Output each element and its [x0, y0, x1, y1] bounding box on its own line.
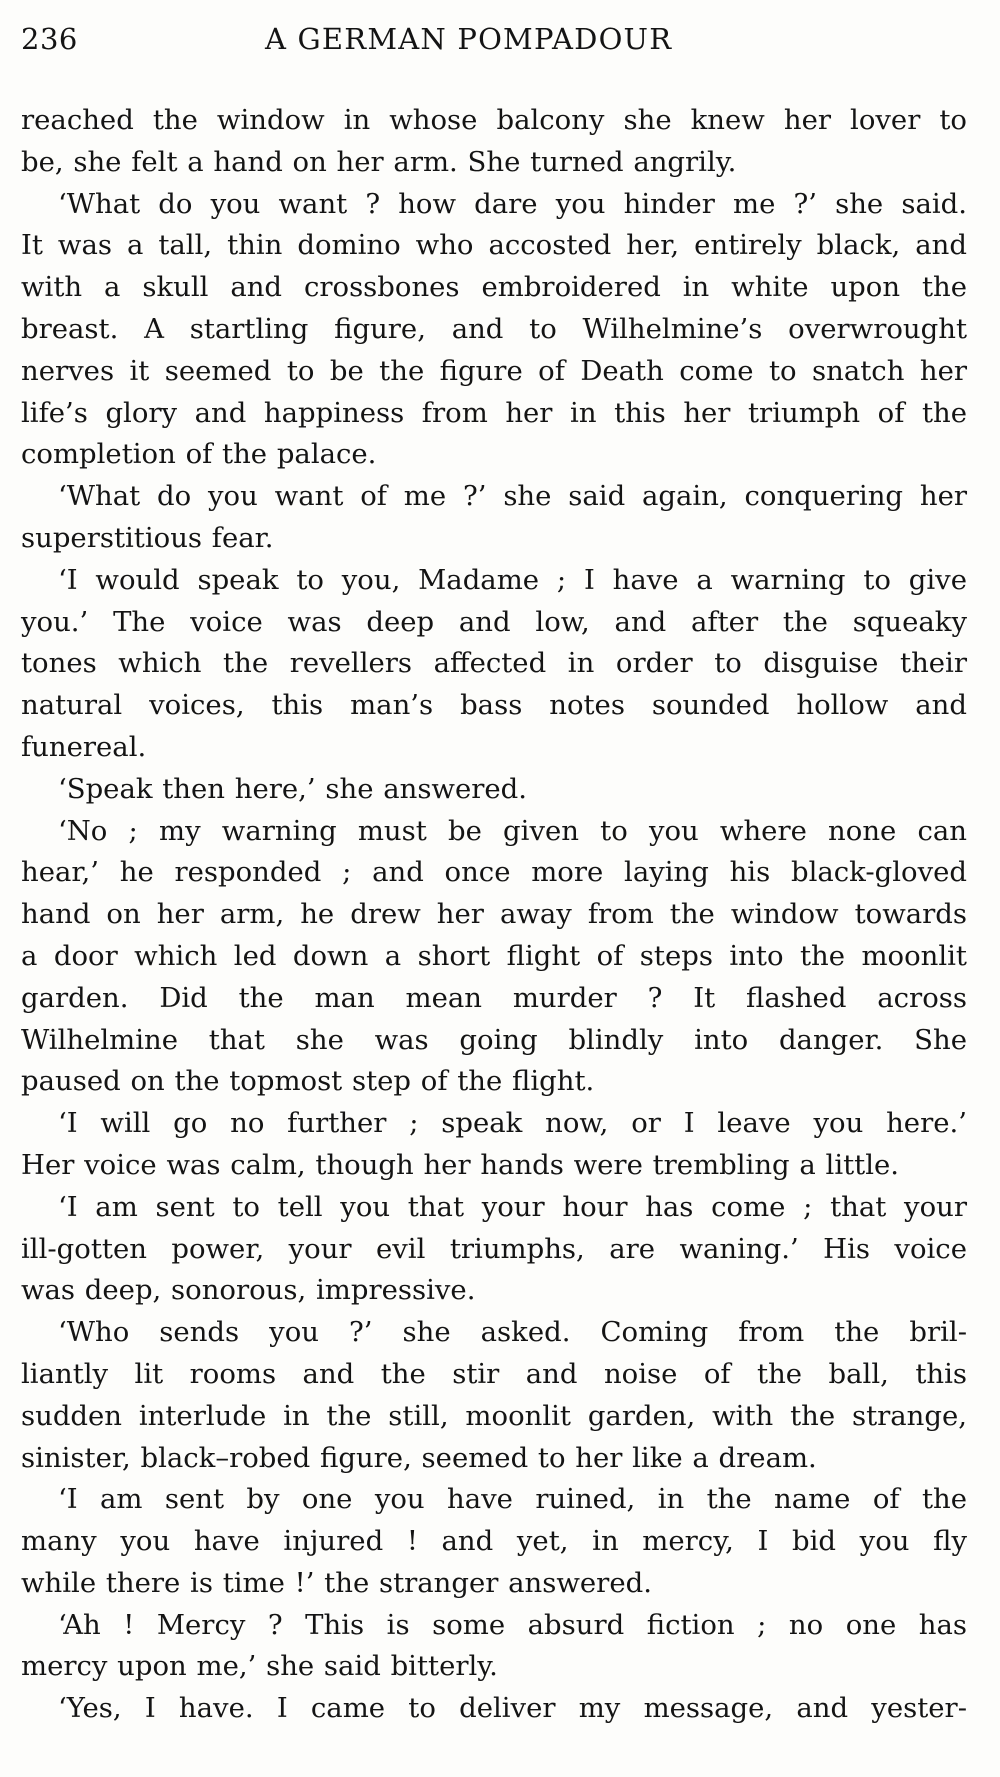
text-line: ‘I would speak to you, Madame ; I have a warning to give: [58, 563, 967, 596]
text-line: breast. A startling figure, and to Wilhelmine’s overwrought: [21, 312, 967, 345]
text-line: while there is time !’ the stranger answered.: [21, 1566, 652, 1599]
text-line: was deep, sonorous, impressive.: [21, 1274, 476, 1307]
text-line: natural voices, this man’s bass notes sounded hollow and: [21, 689, 967, 722]
text-line: superstitious fear.: [21, 521, 274, 554]
text-line: ‘I will go no further ; speak now, or I leave you here.’: [58, 1107, 967, 1140]
text-line: ‘No ; my warning must be given to you where none can: [58, 814, 967, 847]
text-line: Wilhelmine that she was going blindly into danger. She: [21, 1023, 967, 1056]
text-line: a door which led down a short flight of steps into the moonlit: [21, 939, 967, 972]
text-line: paused on the topmost step of the flight.: [21, 1065, 595, 1098]
text-line: ‘Yes, I have. I came to deliver my message, and yester-: [58, 1692, 967, 1725]
text-line: be, she felt a hand on her arm. She turned angrily.: [21, 145, 737, 178]
text-line: ‘Ah ! Mercy ? This is some absurd fiction ; no one has: [58, 1608, 967, 1641]
text-line: you.’ The voice was deep and low, and after the squeaky: [21, 605, 967, 638]
body-text: [21, 100, 967, 1730]
text-line: sudden interlude in the still, moonlit garden, with the strange,: [21, 1399, 967, 1432]
text-line: funereal.: [21, 730, 147, 763]
text-line: life’s glory and happiness from her in this her triumph of the: [21, 396, 967, 429]
text-line: ‘Who sends you ?’ she asked. Coming from the bril-: [58, 1316, 967, 1349]
text-line: nerves it seemed to be the figure of Death come to snatch her: [21, 354, 967, 387]
text-line: tones which the revellers affected in order to disguise their: [21, 647, 967, 680]
text-line: ill-gotten power, your evil triumphs, are waning.’ His voice: [21, 1232, 967, 1265]
text-line: with a skull and crossbones embroidered in white upon the: [21, 271, 967, 304]
text-line: ‘What do you want of me ?’ she said again, conquering her: [58, 480, 967, 513]
text-line: sinister, black–robed figure, seemed to her like a dream.: [21, 1441, 817, 1474]
text-line: ‘I am sent to tell you that your hour has come ; that your: [58, 1190, 967, 1223]
text-line: liantly lit rooms and the stir and noise of the ball, this: [21, 1357, 967, 1390]
text-line: completion of the palace.: [21, 438, 377, 471]
text-line: Her voice was calm, though her hands were trembling a little.: [21, 1148, 900, 1181]
text-line: many you have injured ! and yet, in mercy, I bid you fly: [21, 1525, 967, 1558]
running-title: A GERMAN POMPADOUR: [265, 22, 673, 56]
text-line: ‘I am sent by one you have ruined, in the name of the: [58, 1483, 967, 1516]
text-line: It was a tall, thin domino who accosted her, entirely black, and: [21, 229, 967, 262]
text-line: ‘Speak then here,’ she answered.: [58, 772, 528, 805]
text-line: reached the window in whose balcony she knew her lover to: [21, 104, 967, 136]
text-line: ‘What do you want ? how dare you hinder me ?’ she said.: [58, 187, 967, 220]
page-header: [21, 22, 967, 72]
text-line: hear,’ he responded ; and once more laying his black-gloved: [21, 856, 967, 889]
text-line: mercy upon me,’ she said bitterly.: [21, 1650, 498, 1683]
text-line: garden. Did the man mean murder ? It flashed across: [21, 981, 967, 1014]
text-line: hand on her arm, he drew her away from the window towards: [21, 898, 967, 931]
page-number: 236: [21, 22, 78, 56]
